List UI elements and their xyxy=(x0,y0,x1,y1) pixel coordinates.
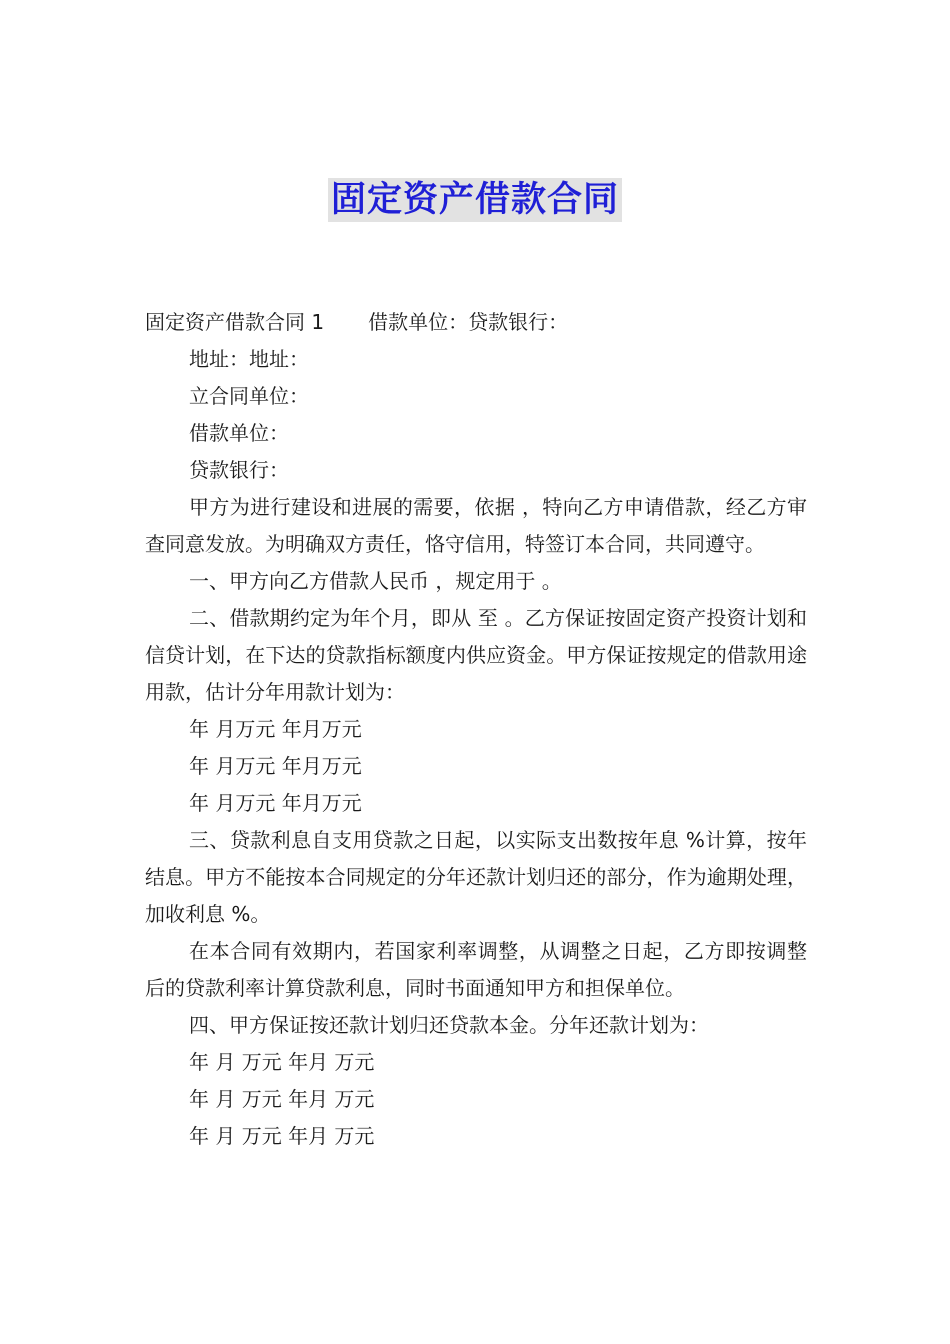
header-line xyxy=(145,304,807,341)
clause-1: 一、甲方向乙方借款人民币 ，规定用于 。 xyxy=(189,569,562,593)
repayment-schedule-row: 年 月 万元 年月 万元 xyxy=(189,1087,375,1111)
repayment-schedule-row: 年 月 万元 年月 万元 xyxy=(189,1124,375,1148)
contract-parties-line: 立合同单位： xyxy=(189,384,309,408)
clause-4: 四、甲方保证按还款计划归还贷款本金。分年还款计划为： xyxy=(189,1013,709,1037)
header-line-title: 固定资产借款合同 1 xyxy=(145,310,325,334)
document-body xyxy=(145,304,807,1155)
address-line: 地址：地址： xyxy=(189,347,309,371)
document-title: 固定资产借款合同 xyxy=(328,178,622,222)
borrower-line: 借款单位： xyxy=(189,421,289,445)
clause-3: 三、贷款利息自支用贷款之日起，以实际支出数按年息 %计算，按年结息。甲方不能按本合同规定的分年还款计划归还的部分，作为逾期处理，加收利息 %。 xyxy=(145,828,807,926)
repayment-schedule-row: 年 月 万元 年月 万元 xyxy=(189,1050,375,1074)
usage-schedule-row: 年 月万元 年月万元 xyxy=(189,717,362,741)
title-container xyxy=(0,178,950,222)
header-line-parties: 借款单位：贷款银行： xyxy=(368,310,569,334)
lender-line: 贷款银行： xyxy=(189,458,289,482)
rate-adjustment-paragraph: 在本合同有效期内，若国家利率调整，从调整之日起，乙方即按调整后的贷款利率计算贷款利息，同时书面通知甲方和担保单位。 xyxy=(145,939,807,1000)
usage-schedule-row: 年 月万元 年月万元 xyxy=(189,754,362,778)
intro-paragraph: 甲方为进行建设和进展的需要，依据 ，特向乙方申请借款，经乙方审查同意发放。为明确双方责任，恪守信用，特签订本合同，共同遵守。 xyxy=(145,495,807,556)
usage-schedule-row: 年 月万元 年月万元 xyxy=(189,791,362,815)
clause-2: 二、借款期约定为年个月，即从 至 。乙方保证按固定资产投资计划和信贷计划，在下达的贷款指标额度内供应资金。甲方保证按规定的借款用途用款，估计分年用款计划为： xyxy=(145,606,807,704)
